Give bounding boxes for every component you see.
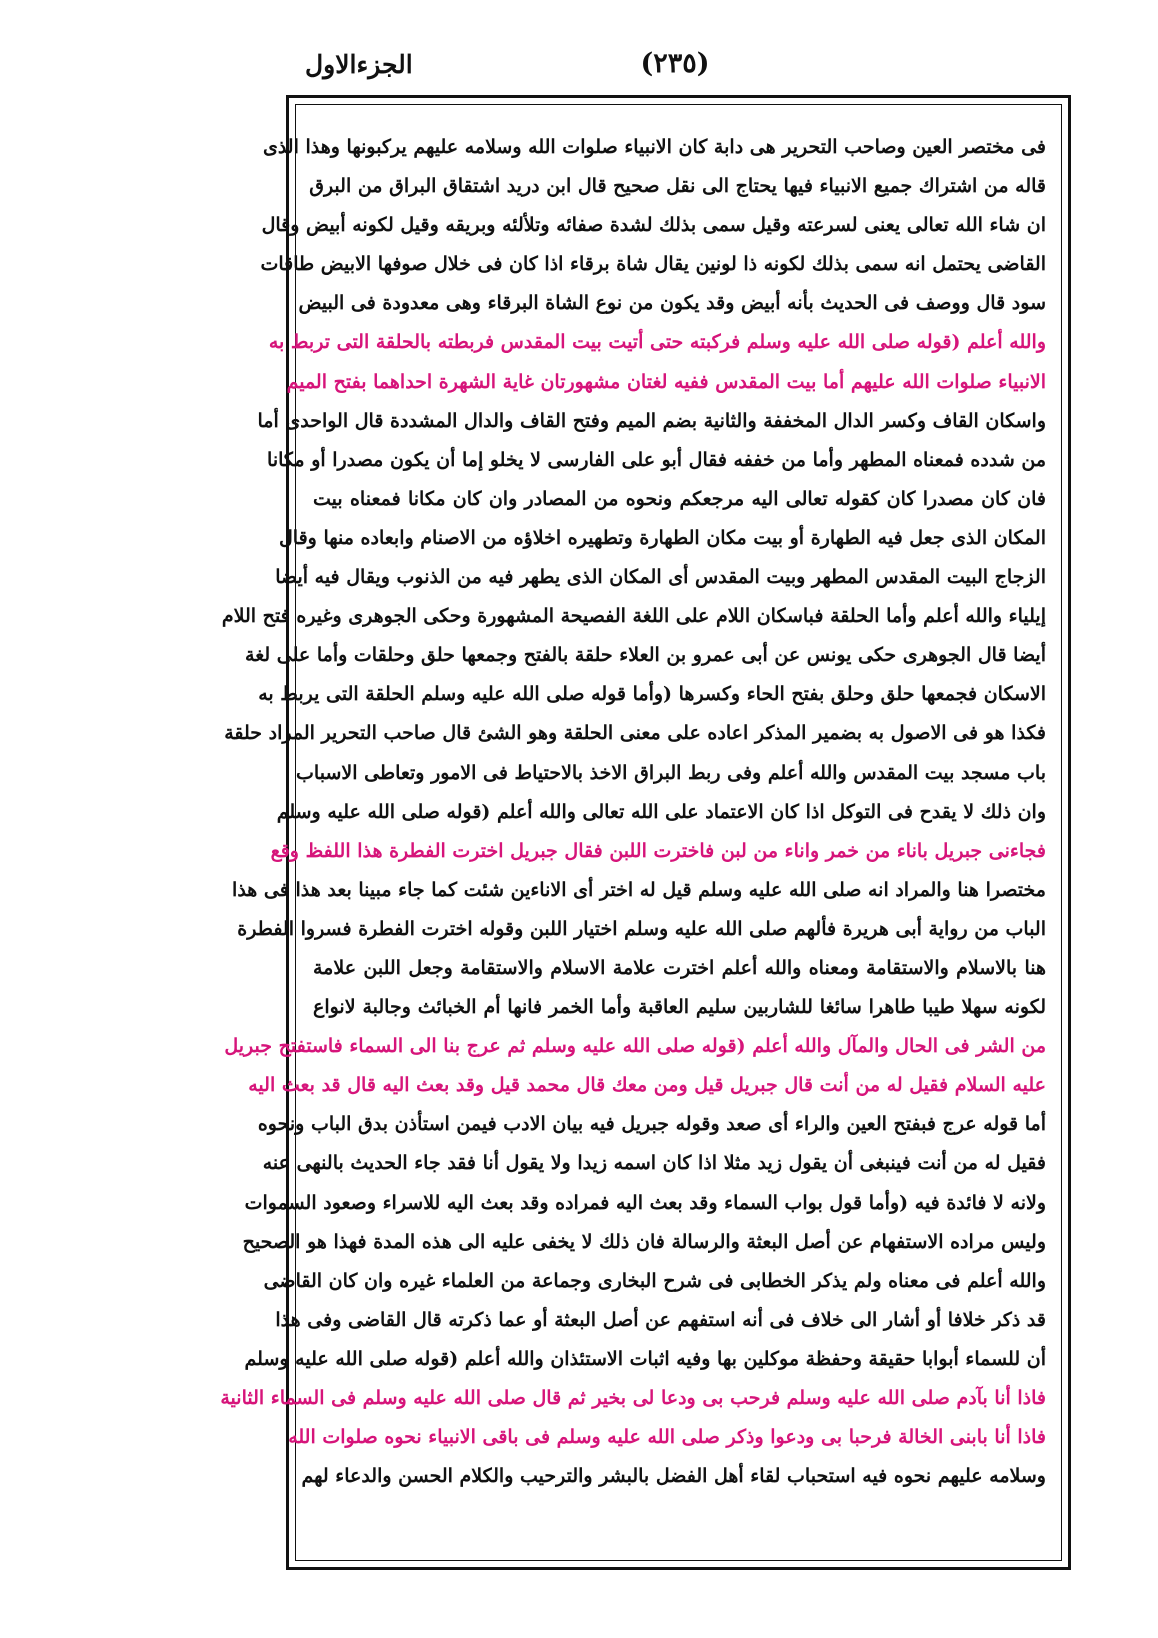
text-line: فجاءنى جبريل باناء من خمر واناء من لبن فاخترت اللبن فقال جبريل اخترت الفطرة هذا اللفظ وقع [270,839,1046,862]
text-line: هنا بالاسلام والاستقامة ومعناه والله أعلم اخترت علامة الاسلام والاستقامة وجعل اللبن علامة [313,956,1046,979]
text-line: أن للسماء أبوابا حقيقة وحفظة موكلين بها وفيه اثبات الاستئذان والله أعلم (قوله صلى الله عليه وسلم [244,1347,1046,1370]
text-line: الانبياء صلوات الله عليهم أما بيت المقدس ففيه لغتان مشهورتان غاية الشهرة احداهما بفتح الميم [286,370,1046,393]
page-frame [220,95,1071,1570]
text-line: فان كان مصدرا كان كقوله تعالى اليه مرجعكم ونحوه من المصادر وان كان مكانا فمعناه بيت [313,487,1046,510]
text-line: عليه السلام فقيل له من أنت قال جبريل قيل ومن معك قال محمد قيل وقد بعث اليه قال قد بعث اليه [248,1074,1046,1097]
text-line: باب مسجد بيت المقدس والله أعلم وفى ربط البراق الاخذ بالاحتياط فى الامور وتعاطى الاسباب [296,761,1046,784]
text-line: والله أعلم (قوله صلى الله عليه وسلم فركبته حتى أتيت بيت المقدس فربطته بالحلقة التى تربط به [268,331,1046,354]
text-line: فقيل له من أنت فينبغى أن يقول زيد مثلا اذا كان اسمه زيدا ولا يقول أنا فقد جاء الحديث بالنهى عنه [262,1152,1046,1175]
text-line: أما قوله عرج فبفتح العين والراء أى صعد وقوله جبريل فيه بيان الادب فيمن استأذن بدق الباب ونحوه [257,1113,1046,1136]
text-line: وان ذلك لا يقدح فى التوكل اذا كان الاعتماد على الله تعالى والله أعلم (قوله صلى الله عليه وسلم [276,800,1046,823]
text-line: سود قال ووصف فى الحديث بأنه أبيض وقد يكون من نوع الشاة البرقاء وهى معدودة فى البيض [298,292,1046,315]
text-line: فاذا أنا بابنى الخالة فرحبا بى ودعوا وذكر صلى الله عليه وسلم فى باقى الانبياء نحوه صلوات الله [288,1426,1046,1449]
text-line: المكان الذى جعل فيه الطهارة أو بيت مكان الطهارة وتطهيره اخلاؤه من الاصنام وابعاده منها وقال [279,526,1046,549]
text-line: ان شاء الله تعالى يعنى لسرعته وقيل سمى بذلك لشدة صفائه وتلألئه وبريقه وقيل لكونه أبيض وقال [261,214,1046,237]
text-line: الزجاج البيت المقدس المطهر وبيت المقدس أى المكان الذى يطهر فيه من الذنوب ويقال فيه أيضا [275,566,1046,589]
part-label: الجزءالاول [305,50,413,79]
text-line: إيلياء والله أعلم وأما الحلقة فباسكان اللام على اللغة الفصيحة المشهورة وحكى الجوهرى وغيره فتح اللام [221,605,1046,628]
text-line: ولانه لا فائدة فيه (وأما قول بواب السماء وقد بعث اليه فمراده وقد بعث اليه للاسراء وصعود السموات [244,1191,1046,1214]
text-line: مختصرا هنا والمراد انه صلى الله عليه وسلم قيل له اختر أى الاناءين شئت كما جاء مبينا بعد هذا فى هذا [232,878,1046,901]
text-line: فاذا أنا بآدم صلى الله عليه وسلم فرحب بى ودعا لى بخير ثم قال صلى الله عليه وسلم فى السماء الثانية [220,1387,1046,1409]
page-number: (٢٣٥) [640,48,710,79]
text-line: الباب من رواية أبى هريرة فألهم صلى الله عليه وسلم اختيار اللبن وقوله اخترت الفطرة فسروا الفطرة [237,917,1046,940]
text-line: الاسكان فجمعها حلق وحلق بفتح الحاء وكسرها (وأما قوله صلى الله عليه وسلم الحلقة التى يربط به [258,683,1046,706]
text-line: واسكان القاف وكسر الدال المخففة والثانية بضم الميم وفتح القاف والدال المشددة قال الواحدى أما [257,409,1046,432]
text-line: والله أعلم فى معناه ولم يذكر الخطابى فى شرح البخارى وجماعة من العلماء غيره وان كان القاضى [263,1269,1046,1292]
text-line: وليس مراده الاستفهام عن أصل البعثة والرسالة فان ذلك لا يخفى عليه الى هذه المدة فهذا هو الصحيح [242,1230,1046,1253]
text-line: لكونه سهلا طيبا طاهرا سائغا للشاربين سليم العاقبة وأما الخمر فانها أم الخبائث وجالبة لانواع [313,996,1046,1019]
text-line: من شدده فمعناه المطهر وأما من خففه فقال أبو على الفارسى لا يخلو إما أن يكون مصدرا أو مكانا [267,448,1046,471]
text-line: قد ذكر خلافا أو أشار الى خلاف فى أنه استفهم عن أصل البعثة أو عما ذكرته قال القاضى وفى هذا [275,1308,1046,1331]
page-header [285,48,1065,88]
text-line: فى مختصر العين وصاحب التحرير هى دابة كان الانبياء صلوات الله وسلامه عليهم يركبونها وهذا الذى [262,136,1046,158]
text-line: أيضا قال الجوهرى حكى يونس عن أبى عمرو بن العلاء حلقة بالفتح وجمعها حلق وحلقات وأما على لغة [245,644,1046,667]
text-line: القاضى يحتمل انه سمى بذلك لكونه ذا لونين يقال شاة برقاء اذا كان فى خلال صوفها الابيض طاقات [260,253,1046,276]
body-text [220,128,1046,1496]
text-line: وسلامه عليهم نحوه فيه استحباب لقاء أهل الفضل بالبشر والترحيب والكلام الحسن والدعاء لهم [301,1465,1046,1488]
text-line: من الشر فى الحال والمآل والله أعلم (قوله صلى الله عليه وسلم ثم عرج بنا الى السماء فاستفتح جبريل [224,1035,1046,1058]
text-line: فكذا هو فى الاصول به بضمير المذكر اعاده على معنى الحلقة وهو الشئ قال صاحب التحرير المراد حلقة [224,722,1046,745]
text-line: قاله من اشتراك جميع الانبياء فيها يحتاج الى نقل صحيح قال ابن دريد اشتقاق البراق من البرق [309,175,1046,198]
